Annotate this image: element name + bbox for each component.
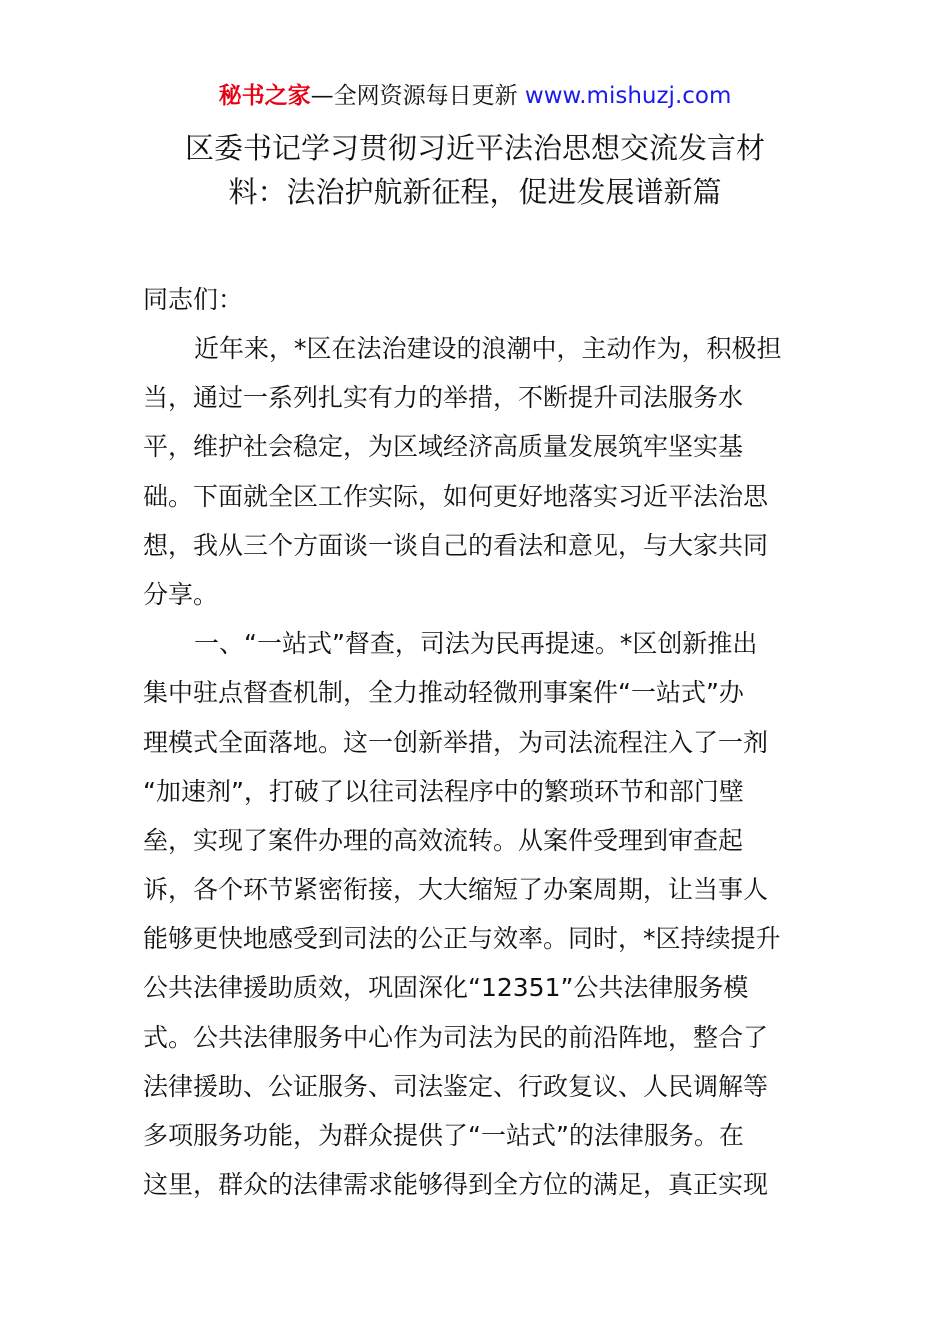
paragraph-line: 诉，各个环节紧密衔接，大大缩短了办案周期，让当事人 xyxy=(143,875,769,905)
site-header xyxy=(0,80,950,112)
site-url-link[interactable]: www.mishuzj.com xyxy=(524,83,732,109)
paragraph-line: 集中驻点督查机制，全力推动轻微刑事案件“一站式”办 xyxy=(143,678,744,708)
paragraph-line: 分享。 xyxy=(143,579,219,609)
paragraph-line: 础。下面就全区工作实际，如何更好地落实习近平法治思 xyxy=(143,481,769,511)
paragraph-line: 一、“一站式”督查，司法为民再提速。*区创新推出 xyxy=(194,629,758,659)
paragraph-line: 平，维护社会稳定，为区域经济高质量发展筑牢坚实基 xyxy=(143,432,744,462)
paragraph-line: 这里，群众的法律需求能够得到全方位的满足，真正实现 xyxy=(143,1170,769,1200)
header-tagline: —全网资源每日更新 xyxy=(310,83,525,109)
paragraph-line: 近年来，*区在法治建设的浪潮中，主动作为，积极担 xyxy=(194,334,782,363)
title-line: 料：法治护航新征程，促进发展谱新篇 xyxy=(228,175,722,209)
document-title xyxy=(130,126,820,214)
paragraph-line: 理模式全面落地。这一创新举措，为司法流程注入了一剂 xyxy=(143,727,769,757)
paragraph-line: 想，我从三个方面谈一谈自己的看法和意见，与大家共同 xyxy=(143,530,769,560)
salutation: 同志们： xyxy=(143,285,244,314)
paragraph-line: 多项服务功能，为群众提供了“一站式”的法律服务。在 xyxy=(143,1121,744,1150)
title-line: 区委书记学习贯彻习近平法治思想交流发言材 xyxy=(184,131,765,165)
paragraph-line: 当，通过一系列扎实有力的举措，不断提升司法服务水 xyxy=(143,383,744,413)
body-text xyxy=(143,324,813,1209)
paragraph-line: 法律援助、公证服务、司法鉴定、行政复议、人民调解等 xyxy=(143,1071,769,1101)
paragraph-line: 公共法律援助质效，巩固深化“12351”公共法律服务模 xyxy=(143,973,749,1003)
paragraph-line: 能够更快地感受到司法的公正与效率。同时，*区持续提升 xyxy=(143,924,781,954)
paragraph-line: “加速剂”，打破了以往司法程序中的繁琐环节和部门壁 xyxy=(143,776,744,806)
paragraph-line: 垒，实现了案件办理的高效流转。从案件受理到审查起 xyxy=(143,825,744,855)
paragraph-line: 式。公共法律服务中心作为司法为民的前沿阵地，整合了 xyxy=(143,1022,769,1052)
brand-name: 秘书之家 xyxy=(218,83,311,109)
